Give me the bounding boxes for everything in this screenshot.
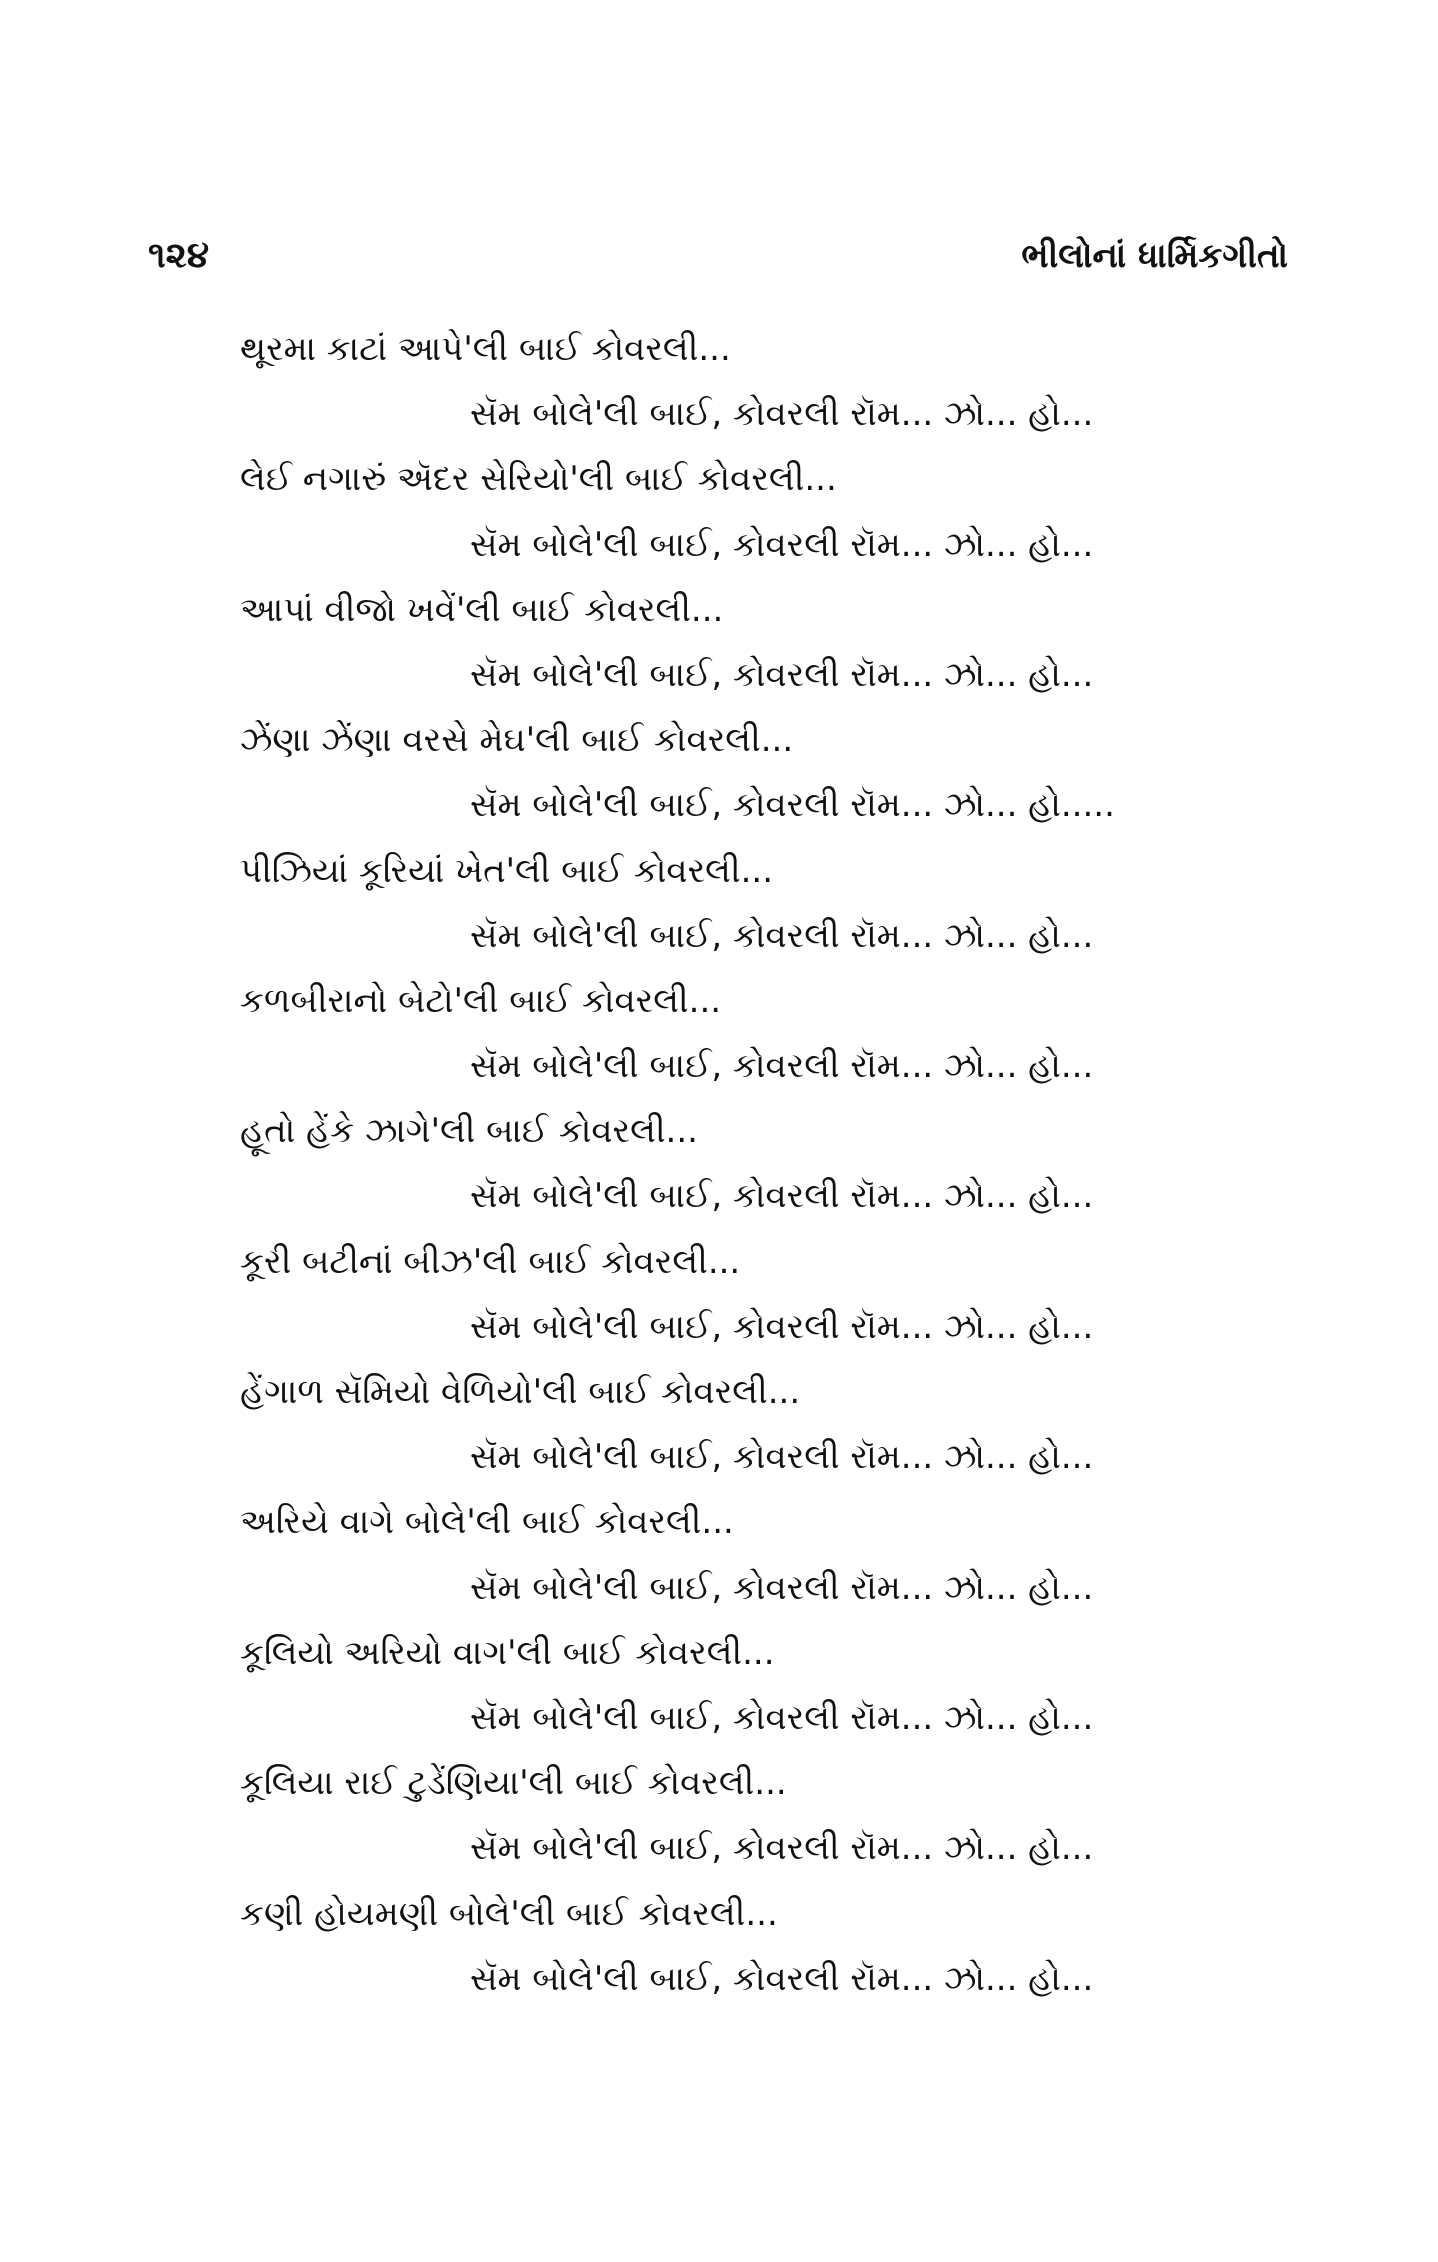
page-header [148, 232, 1288, 280]
song-text [240, 323, 1300, 2018]
refrain-line: સૅમ બોલે'લી બાઈ, કોવરલી રૉમ... ઝો... હો... [470, 524, 1094, 565]
refrain-line: સૅમ બોલે'લી બાઈ, કોવરલી રૉમ... ઝો... હો... [470, 1567, 1094, 1608]
verse-line: થૂરમા કાટાં આપે'લી બાઈ કોવરલી... [240, 329, 731, 369]
running-title: ભીલોનાં ધાર્મિકગીતો [1021, 236, 1288, 276]
page-number: ૧૨૪ [148, 235, 210, 276]
refrain-line: સૅમ બોલે'લી બાઈ, કોવરલી રૉમ... ઝો... હો... [470, 915, 1094, 956]
verse-line: આપાં વીજો ખવેં'લી બાઈ કોવરલી... [240, 589, 724, 630]
verse-line: લેઈ નગારું ઍદર સેરિયો'લી બાઈ કોવરલી... [240, 459, 837, 500]
refrain-line: સૅમ બોલે'લી બાઈ, કોવરલી રૉમ... ઝો... હો... [470, 1437, 1094, 1478]
verse-line: ઝેંણા ઝેંણા વરસે મેઘ'લી બાઈ કોવરલી... [240, 720, 794, 761]
verse-line: કૂરી બટીનાં બીઝ'લી બાઈ કોવરલી... [240, 1241, 741, 1282]
verse-line: કૂલિયો અરિયો વાગ'લી બાઈ કોવરલી... [240, 1632, 775, 1673]
refrain-line: સૅમ બોલે'લી બાઈ, કોવરલી રૉમ... ઝો... હો..... [470, 785, 1115, 826]
refrain-line: સૅમ બોલે'લી બાઈ, કોવરલી રૉમ... ઝો... હો... [470, 394, 1094, 435]
verse-line: કણી હોયમણી બોલે'લી બાઈ કોવરલી... [240, 1893, 778, 1934]
refrain-line: સૅમ બોલે'લી બાઈ, કોવરલી રૉમ... ઝો... હો... [470, 654, 1094, 695]
refrain-line: સૅમ બોલે'લી બાઈ, કોવરલી રૉમ... ઝો... હો... [470, 1828, 1094, 1869]
refrain-line: સૅમ બોલે'લી બાઈ, કોવરલી રૉમ... ઝો... હો... [470, 1306, 1094, 1347]
refrain-line: સૅમ બોલે'લી બાઈ, કોવરલી રૉમ... ઝો... હો... [470, 1958, 1094, 1999]
refrain-line: સૅમ બોલે'લી બાઈ, કોવરલી રૉમ... ઝો... હો... [470, 1697, 1094, 1738]
verse-line: પીઝિયાં કૂરિયાં ખેત'લી બાઈ કોવરલી... [240, 850, 774, 891]
verse-line: હેંગાળ સૅમિયો વેળિયો'લી બાઈ કોવરલી... [240, 1372, 801, 1412]
verse-line: અરિયે વાગે બોલે'લી બાઈ કોવરલી... [240, 1502, 734, 1543]
verse-line: હૂતો હેંકે ઝાગે'લી બાઈ કોવરલી... [240, 1111, 698, 1152]
refrain-line: સૅમ બોલે'લી બાઈ, કોવરલી રૉમ... ઝો... હો... [470, 1046, 1094, 1087]
refrain-line: સૅમ બોલે'લી બાઈ, કોવરલી રૉમ... ઝો... હો... [470, 1176, 1094, 1217]
verse-line: કૂલિયા રાઈ ટુડેંણિયા'લી બાઈ કોવરલી... [240, 1763, 787, 1804]
verse-line: કળબીરાનો બેટો'લી બાઈ કોવરલી... [240, 980, 722, 1021]
